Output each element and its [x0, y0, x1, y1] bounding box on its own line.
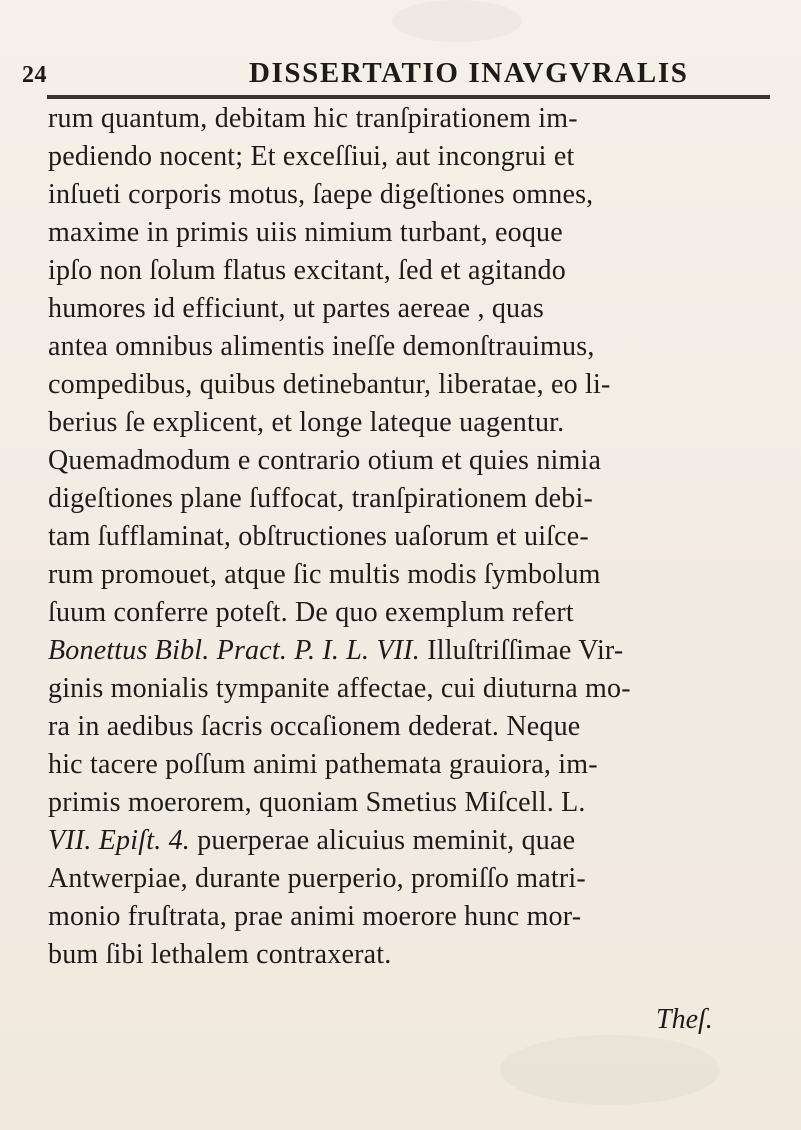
text-line — [48, 784, 778, 822]
citation-reference: Bonettus Bibl. Pract. P. I. L. VII. — [48, 635, 420, 666]
text-line — [48, 518, 778, 556]
text-line-content: Illuſtriſſimae Vir- — [420, 635, 624, 666]
paper-stain — [500, 1035, 720, 1105]
running-head: DISSERTATIO INAVGVRALIS — [249, 57, 689, 89]
text-line-content: rum quantum, debitam hic tranſpirationem im- — [48, 103, 578, 134]
text-line-content: ſuum conferre poteſt. De quo exemplum refert — [48, 597, 574, 628]
header-rule — [47, 95, 770, 99]
text-line-content: puerperae alicuius meminit, quae — [190, 825, 576, 856]
text-line — [48, 936, 778, 974]
text-line — [48, 176, 778, 214]
text-line — [48, 442, 778, 480]
text-line-content: bum ſibi lethalem contraxerat. — [48, 939, 392, 970]
page-header — [22, 59, 770, 89]
text-line-content: rum promouet, atque ſic multis modis ſymbolum — [48, 559, 601, 590]
text-line — [48, 860, 778, 898]
text-line — [48, 138, 778, 176]
text-line — [48, 214, 778, 252]
text-line-content: monio fruſtrata, prae animi moerore hunc mor- — [48, 901, 582, 932]
text-line-content: hic tacere poſſum animi pathemata grauiora, im- — [48, 749, 598, 780]
text-line — [48, 632, 778, 670]
text-line-content: compedibus, quibus detinebantur, liberatae, eo li- — [48, 369, 611, 400]
text-line — [48, 822, 778, 860]
text-line — [48, 898, 778, 936]
text-line-content: Antwerpiae, durante puerperio, promiſſo matri- — [48, 863, 586, 894]
text-line — [48, 670, 778, 708]
text-line — [48, 594, 778, 632]
text-line — [48, 252, 778, 290]
text-line — [48, 746, 778, 784]
text-line-content: Quemadmodum e contrario otium et quies nimia — [48, 445, 602, 476]
text-line-content: primis moerorem, quoniam Smetius Miſcell. L. — [48, 787, 586, 818]
text-line-content: ra in aedibus ſacris occaſionem dederat. Neque — [48, 711, 581, 742]
text-line — [48, 366, 778, 404]
text-line — [48, 708, 778, 746]
text-line-content: antea omnibus alimentis ineſſe demonſtrauimus, — [48, 331, 595, 362]
text-line-content: maxime in primis uiis nimium turbant, eoque — [48, 217, 563, 248]
paper-stain — [392, 0, 522, 42]
catchword: Theſ. — [656, 1004, 713, 1035]
text-line — [48, 328, 778, 366]
text-line — [48, 290, 778, 328]
text-line — [48, 480, 778, 518]
text-line-content: digeſtiones plane ſuffocat, tranſpirationem debi- — [48, 483, 593, 514]
body-text — [48, 100, 778, 974]
text-line-content: tam ſufflaminat, obſtructiones uaſorum et uiſce- — [48, 521, 589, 552]
text-line-content: berius ſe explicent, et longe lateque uagentur. — [48, 407, 565, 438]
text-line — [48, 556, 778, 594]
text-line-content: inſueti corporis motus, ſaepe digeſtiones omnes, — [48, 179, 594, 210]
citation-reference: VII. Epiſt. 4. — [48, 825, 190, 856]
text-line — [48, 100, 778, 138]
text-line-content: pediendo nocent; Et exceſſiui, aut incongrui et — [48, 141, 575, 172]
text-line-content: humores id efficiunt, ut partes aereae , quas — [48, 293, 544, 324]
page-number: 24 — [22, 62, 47, 88]
text-line — [48, 404, 778, 442]
text-line-content: ipſo non ſolum flatus excitant, ſed et agitando — [48, 255, 566, 286]
text-line-content: ginis monialis tympanite affectae, cui diuturna mo- — [48, 673, 631, 704]
